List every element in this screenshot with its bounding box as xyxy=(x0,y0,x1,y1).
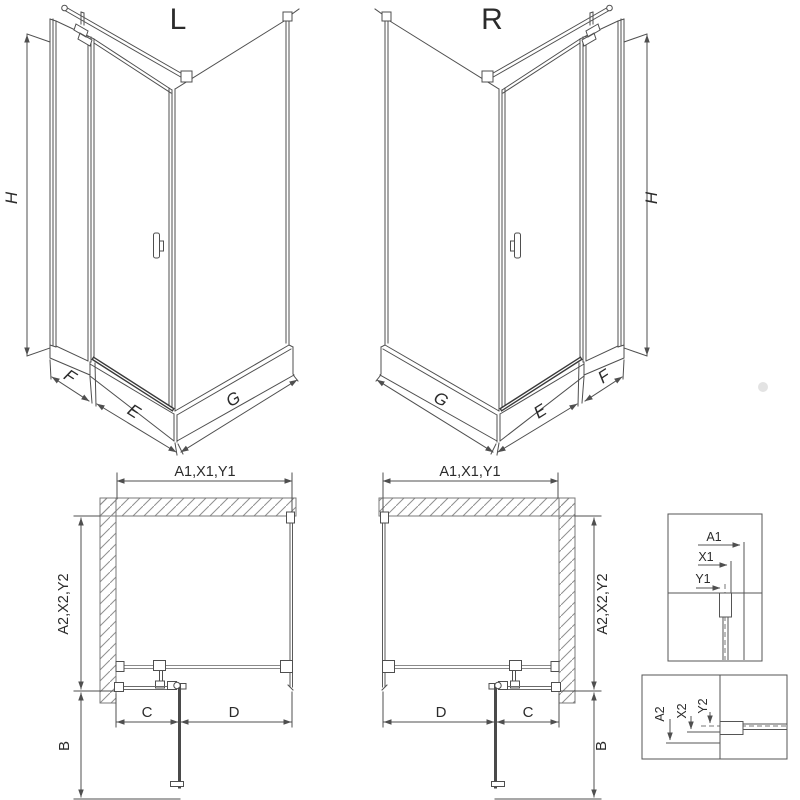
iso-view-right xyxy=(375,3,661,455)
wall-detail-side xyxy=(642,675,787,759)
plan-left-b-label: B xyxy=(56,740,73,752)
detail-x2-label: X2 xyxy=(675,703,689,719)
iso-right-g-label: G xyxy=(430,387,452,411)
plan-view-right xyxy=(379,464,611,799)
detail-x1-label: X1 xyxy=(698,550,714,564)
iso-right-title: R xyxy=(481,3,503,36)
plan-right-wall-top xyxy=(379,498,575,516)
plan-right-depth-dim-label: A2,X2,Y2 xyxy=(595,573,611,635)
plan-left-d-label: D xyxy=(228,704,240,721)
iso-left-g-label: G xyxy=(222,387,244,411)
detail-y2-label: Y2 xyxy=(696,698,710,714)
plan-right-c-label: C xyxy=(522,704,534,721)
plan-right-wall-side xyxy=(559,498,575,703)
iso-left-e-label: E xyxy=(124,400,144,423)
detail-a1-label: A1 xyxy=(706,530,722,544)
detail-y1-label: Y1 xyxy=(695,572,711,586)
iso-right-e-label: E xyxy=(530,400,550,423)
iso-right-f-label: F xyxy=(594,365,614,388)
wall-detail-top xyxy=(668,514,762,661)
plan-left-wall-top xyxy=(100,498,296,516)
plan-left-width-dim-label: A1,X1,Y1 xyxy=(174,464,236,480)
iso-left-title: L xyxy=(169,3,187,36)
plan-view-left xyxy=(56,464,296,799)
detail-a2-label: A2 xyxy=(653,706,667,722)
plan-left-c-label: C xyxy=(141,704,153,721)
plan-right-d-label: D xyxy=(435,704,447,721)
plan-left-depth-dim-label: A2,X2,Y2 xyxy=(56,573,72,635)
iso-left-h-label: H xyxy=(2,191,21,205)
iso-right-h-label: H xyxy=(642,191,661,205)
iso-left-f-label: F xyxy=(60,365,80,388)
watermark-dot xyxy=(758,382,768,392)
plan-right-b-label: B xyxy=(593,740,610,752)
plan-right-width-dim-label: A1,X1,Y1 xyxy=(439,464,501,480)
iso-view-left xyxy=(2,3,299,455)
plan-left-wall-side xyxy=(100,498,116,703)
